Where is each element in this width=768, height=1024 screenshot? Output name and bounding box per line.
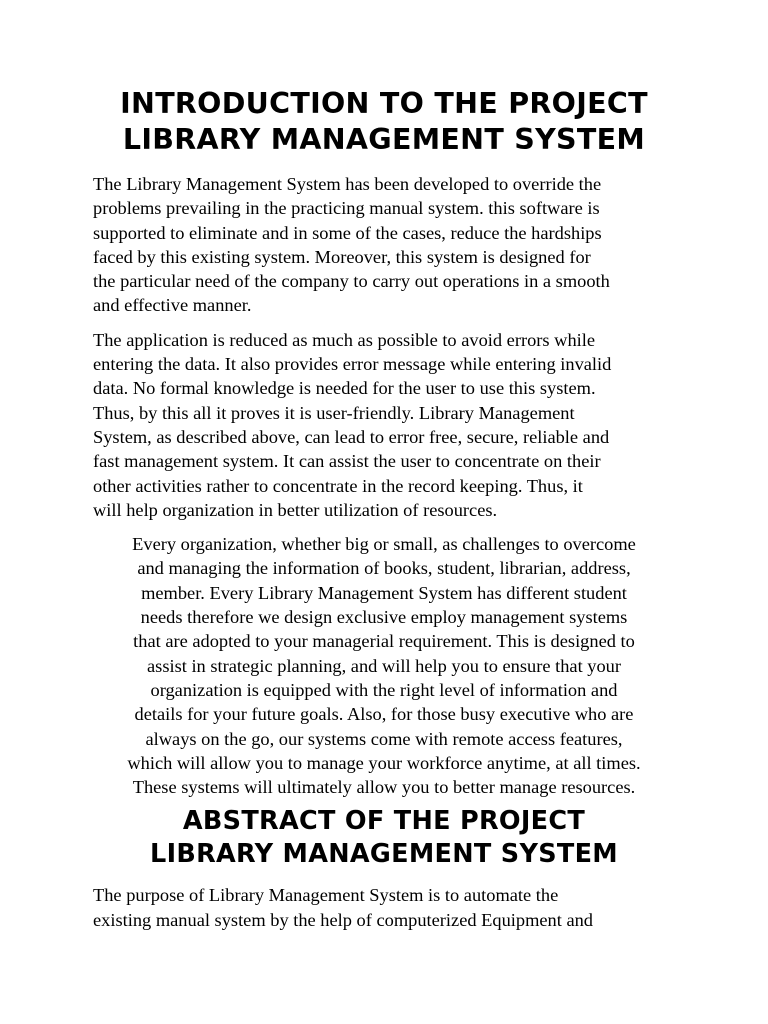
text-line: assist in strategic planning, and will help you to ensure that your [147,655,621,676]
abstract-paragraph [93,883,675,932]
text-line: organization is equipped with the right level of information and [150,679,618,700]
text-line: System, as described above, can lead to error free, secure, reliable and [93,426,610,447]
text-line: Every organization, whether big or small, as challenges to overcome [132,534,636,555]
text-line: problems prevailing in the practicing manual system. this software is [93,198,600,219]
document-page [93,86,675,932]
text-line: These systems will ultimately allow you to better manage resources. [132,777,636,798]
intro-paragraph-1 [93,172,675,318]
text-line: that are adopted to your managerial requirement. This is designed to [133,631,635,652]
intro-paragraph-2 [93,328,675,522]
text-line: needs therefore we design exclusive employ management systems [140,607,628,628]
text-line: data. No formal knowledge is needed for the user to use this system. [93,378,596,399]
text-line: member. Every Library Management System has different student [141,582,627,603]
text-line: other activities rather to concentrate in the record keeping. Thus, it [93,475,583,496]
title-line: LIBRARY MANAGEMENT SYSTEM [122,123,646,156]
text-line: and effective manner. [93,295,252,316]
title-line: ABSTRACT OF THE PROJECT [182,806,586,837]
text-line: always on the go, our systems come with remote access features, [145,728,623,749]
text-line: will help organization in better utilization of resources. [93,499,498,520]
text-line: existing manual system by the help of computerized Equipment and [93,909,594,930]
text-line: details for your future goals. Also, for those busy executive who are [134,704,634,725]
title-line: LIBRARY MANAGEMENT SYSTEM [150,839,618,870]
text-line: the particular need of the company to carry out operations in a smooth [93,271,610,292]
text-line: which will allow you to manage your workforce anytime, at all times. [127,752,641,773]
text-line: Thus, by this all it proves it is user-friendly. Library Management [93,402,575,423]
intro-paragraph-3 [93,532,675,799]
text-line: and managing the information of books, student, librarian, address, [137,558,631,579]
text-line: The Library Management System has been developed to override the [93,174,602,194]
section-title-abstract [93,805,675,871]
text-line: The purpose of Library Management System is to automate the [93,885,559,906]
text-line: supported to eliminate and in some of the cases, reduce the hardships [93,222,602,243]
text-line: fast management system. It can assist the user to concentrate on their [93,451,601,472]
text-line: The application is reduced as much as possible to avoid errors while [93,329,596,350]
text-line: faced by this existing system. Moreover, this system is designed for [93,246,591,267]
document-title [93,86,675,158]
title-line: INTRODUCTION TO THE PROJECT [120,87,648,120]
text-line: entering the data. It also provides error message while entering invalid [93,354,612,375]
